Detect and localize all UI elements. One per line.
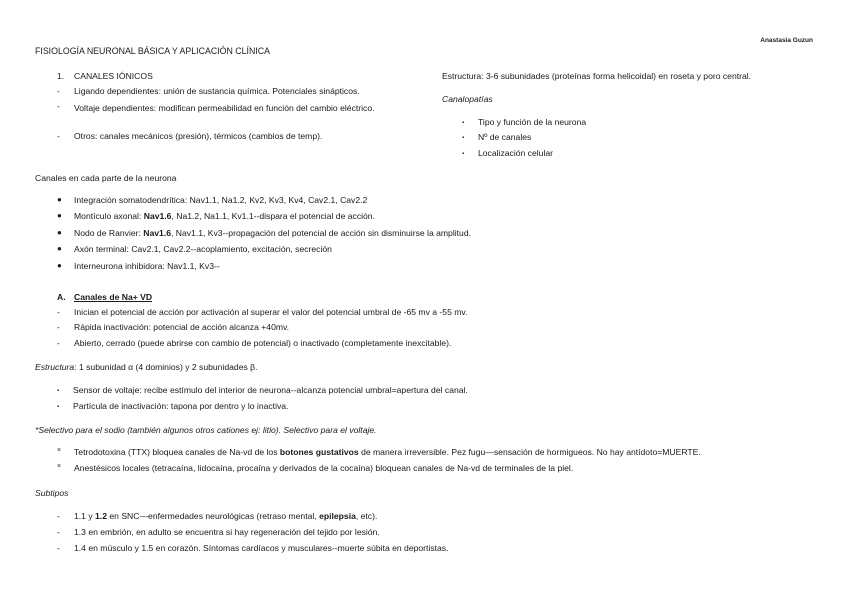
list-item: - Rápida inactivación: potencial de acción alcanza +40mv.: [57, 322, 290, 332]
na-structure: Estructura: 1 subunidad α (4 dominios) y 2 subunidades β.: [35, 362, 258, 372]
dash-icon: -: [57, 131, 60, 141]
list-item: ● Nodo de Ranvier: Nav1.6, Nav1.1, Kv3--propagación del potencial de acción sin disminuirse la amplitud.: [57, 228, 471, 238]
dash-icon: -: [57, 86, 60, 96]
structure-text: Estructura: 3-6 subunidades (proteínas forma helicoidal) en roseta y poro central.: [442, 71, 752, 81]
round-bullet-icon: ●: [57, 195, 62, 204]
list-item: - Voltaje dependientes: modifican permeabilidad en función del cambio eléctrico.: [57, 101, 375, 113]
subtitle-canalopatias: Canalopatías: [442, 94, 493, 104]
dash-icon: -: [57, 322, 60, 332]
list-item: - 1.1 y 1.2 en SNC—enfermedades neurológicas (retraso mental, epilepsia, etc).: [57, 511, 378, 521]
section-heading: [57, 71, 153, 81]
list-item: ▪ Localización celular: [462, 148, 553, 158]
round-bullet-icon: ●: [57, 244, 62, 253]
dash-icon: -: [57, 338, 60, 348]
square-bullet-icon: ▪: [462, 120, 465, 126]
list-item: ● Axón terminal: Cav2.1, Cav2.2--acoplamiento, excitación, secreción: [57, 244, 332, 254]
list-item: ▪ Nº de canales: [462, 132, 532, 142]
neuron-parts-heading: Canales en cada parte de la neurona: [35, 173, 177, 183]
dash-icon: -: [57, 511, 60, 521]
list-item: - 1.3 en embrión, en adulto se encuentra si hay regeneración del tejido por lesión.: [57, 527, 380, 537]
square-bullet-icon: ▪: [57, 404, 60, 410]
round-bullet-icon: ●: [57, 228, 62, 237]
subtypes-heading: Subtipos: [35, 488, 69, 498]
list-item: - Otros: canales mecánicos (presión), térmicos (cambios de temp).: [57, 131, 323, 141]
list-item: ▪ Tipo y función de la neurona: [462, 117, 587, 127]
author-name: Anastasia Guzun: [760, 37, 813, 44]
square-bullet-icon: ▪: [57, 388, 60, 394]
round-bullet-icon: ●: [57, 261, 62, 270]
dash-icon: -: [57, 527, 60, 537]
selective-note: *Selectivo para el sodio (también algunos otros cationes ej: litio). Selectivo para el voltaje.: [35, 425, 377, 435]
section-number: 1.: [57, 71, 65, 81]
list-item: ● Integración somatodendrítica: Nav1.1, Na1.2, Kv2, Kv3, Kv4, Cav2.1, Cav2.2: [57, 195, 368, 205]
round-bullet-icon: ●: [57, 211, 62, 220]
list-item: ● Montículo axonal: Nav1.6, Na1.2, Na1.1, Kv1.1--dispara el potencial de acción.: [57, 211, 375, 221]
list-item: ● Interneurona inhibidora: Nav1.1, Kv3--: [57, 261, 220, 271]
cross-bullet-icon: ×: [57, 463, 62, 470]
list-item: - Inician el potencial de acción por activación al superar el valor del potencial umbral de -65 mv a -55 mv.: [57, 307, 468, 317]
list-item: - Abierto, cerrado (puede abrirse con cambio de potencial) o inactivado (completamente inexcitable).: [57, 338, 452, 348]
square-bullet-icon: ▪: [462, 151, 465, 157]
subsection-heading: A. Canales de Na+ VD: [57, 292, 153, 302]
dash-icon: -: [57, 307, 60, 317]
list-item: ▪ Partícula de inactivación: tapona por dentro y lo inactiva.: [57, 401, 289, 411]
section-title: CANALES IÓNICOS: [74, 71, 153, 81]
dash-icon: -: [57, 101, 60, 111]
page-title: FISIOLOGÍA NEURONAL BÁSICA Y APLICACIÓN CLÍNICA: [35, 46, 270, 56]
list-item: × Anestésicos locales (tetracaína, lidocaína, procaína y derivados de la cocaína) bloquean canales de Na-vd de terminales de la piel.: [57, 463, 574, 473]
square-bullet-icon: ▪: [462, 135, 465, 141]
list-item: × Tetrodotoxina (TTX) bloquea canales de Na-vd de los botones gustativos de manera irreversible. Pez fugu—sensación de hormigueos. No hay antídoto=MUERTE.: [57, 447, 701, 457]
list-item: - Ligando dependientes: unión de sustancia química. Potenciales sinápticos.: [57, 86, 360, 96]
cross-bullet-icon: ×: [57, 447, 62, 454]
list-item: - 1.4 en músculo y 1.5 en corazón. Síntomas cardíacos y musculares--muerte súbita en deportistas.: [57, 543, 449, 553]
dash-icon: -: [57, 543, 60, 553]
list-item: ▪ Sensor de voltaje: recibe estímulo del interior de neurona--alcanza potencial umbral=apertura del canal.: [57, 385, 468, 395]
